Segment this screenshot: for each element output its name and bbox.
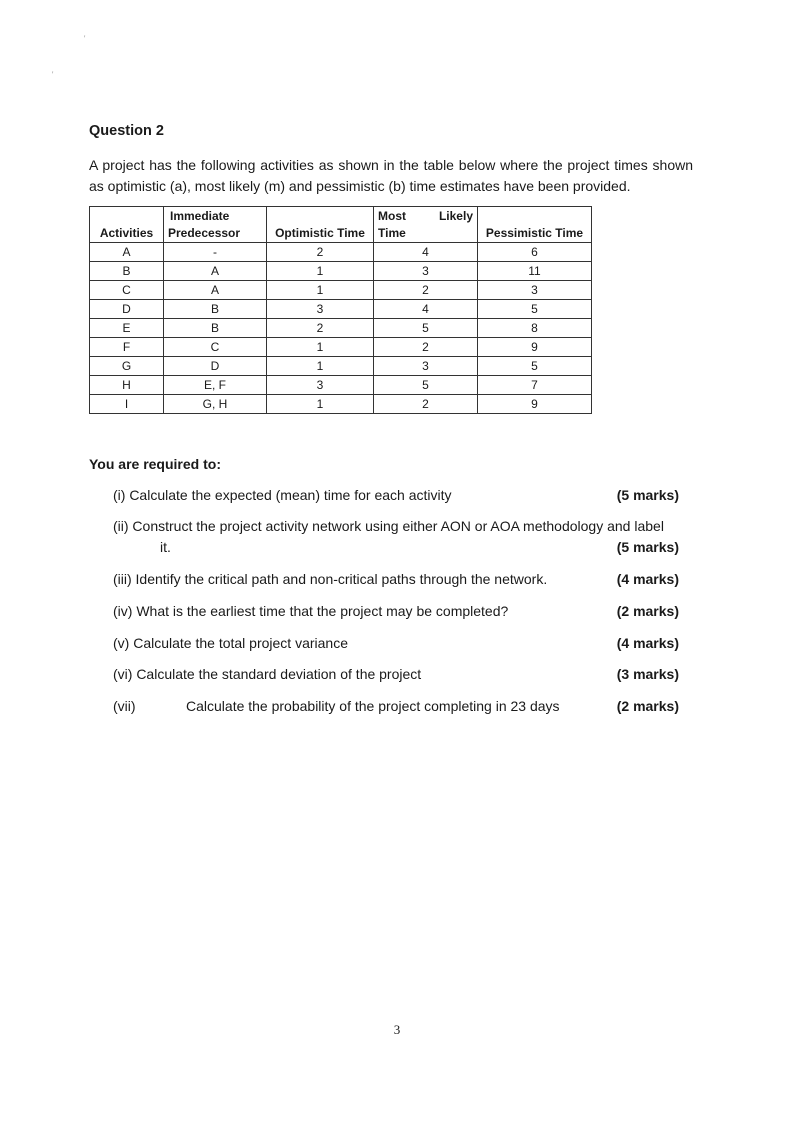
task-item-ii-continuation: it. (5 marks) [160, 537, 679, 558]
marks-label: (4 marks) [616, 571, 679, 587]
cell-most-likely: 2 [374, 338, 478, 357]
task-item-iii: (iii) Identify the critical path and non-critical paths through the network. (4 marks) [113, 569, 679, 590]
cell-optimistic: 3 [267, 300, 374, 319]
table-row [90, 319, 592, 338]
cell-predecessor: D [164, 357, 267, 376]
cell-activity: B [90, 262, 164, 281]
marks-label: (4 marks) [616, 635, 679, 651]
page-number: 3 [393, 1022, 401, 1037]
table-row [90, 376, 592, 395]
cell-most-likely: 3 [374, 262, 478, 281]
marks-label: (2 marks) [616, 698, 679, 714]
task-item-vi: (vi) Calculate the standard deviation of the project (3 marks) [113, 664, 679, 685]
cell-most-likely: 4 [374, 243, 478, 262]
cell-pessimistic: 3 [478, 281, 592, 300]
cell-most-likely: 3 [374, 357, 478, 376]
header-most-likely: Most Likely Time [374, 207, 478, 243]
scan-speck: ' [84, 34, 86, 43]
cell-optimistic: 3 [267, 376, 374, 395]
cell-most-likely: 4 [374, 300, 478, 319]
cell-predecessor: B [164, 300, 267, 319]
table-row [90, 395, 592, 414]
task-item-ii: (ii) Construct the project activity network using either AON or AOA methodology and label [113, 518, 664, 534]
table-row [90, 281, 592, 300]
cell-pessimistic: 9 [478, 338, 592, 357]
task-item-i: (i) Calculate the expected (mean) time for each activity (5 marks) [113, 485, 679, 506]
cell-most-likely: 5 [374, 376, 478, 395]
cell-optimistic: 1 [267, 281, 374, 300]
cell-optimistic: 2 [267, 243, 374, 262]
scan-speck: ' [52, 70, 54, 79]
cell-optimistic: 1 [267, 395, 374, 414]
table-header-row [90, 207, 592, 243]
table-row [90, 262, 592, 281]
cell-activity: C [90, 281, 164, 300]
header-pessimistic: Pessimistic Time [478, 207, 592, 243]
cell-optimistic: 1 [267, 338, 374, 357]
cell-activity: D [90, 300, 164, 319]
cell-activity: I [90, 395, 164, 414]
marks-label: (5 marks) [616, 539, 679, 555]
cell-activity: F [90, 338, 164, 357]
cell-predecessor: A [164, 281, 267, 300]
table-row [90, 300, 592, 319]
cell-predecessor: C [164, 338, 267, 357]
cell-pessimistic: 5 [478, 357, 592, 376]
table-row [90, 357, 592, 376]
cell-optimistic: 1 [267, 262, 374, 281]
table-row [90, 338, 592, 357]
task-item-vii: (vii) Calculate the probability of the project completing in 23 days (2 marks) [113, 696, 679, 717]
cell-most-likely: 2 [374, 395, 478, 414]
cell-activity: G [90, 357, 164, 376]
task-item-v: (v) Calculate the total project variance (4 marks) [113, 633, 679, 654]
cell-pessimistic: 9 [478, 395, 592, 414]
cell-pessimistic: 5 [478, 300, 592, 319]
cell-predecessor: G, H [164, 395, 267, 414]
cell-predecessor: - [164, 243, 267, 262]
marks-label: (2 marks) [616, 603, 679, 619]
cell-pessimistic: 6 [478, 243, 592, 262]
cell-activity: E [90, 319, 164, 338]
cell-predecessor: E, F [164, 376, 267, 395]
required-heading: You are required to: [89, 456, 221, 472]
activity-table [89, 206, 592, 414]
cell-pessimistic: 8 [478, 319, 592, 338]
cell-most-likely: 5 [374, 319, 478, 338]
cell-pessimistic: 11 [478, 262, 592, 281]
cell-activity: H [90, 376, 164, 395]
header-predecessor: Immediate Predecessor [164, 207, 267, 243]
marks-label: (5 marks) [616, 487, 679, 503]
header-optimistic: Optimistic Time [267, 207, 374, 243]
cell-most-likely: 2 [374, 281, 478, 300]
question-heading: Question 2 [89, 123, 164, 139]
cell-activity: A [90, 243, 164, 262]
task-item-iv: (iv) What is the earliest time that the project may be completed? (2 marks) [113, 601, 679, 622]
cell-optimistic: 2 [267, 319, 374, 338]
cell-optimistic: 1 [267, 357, 374, 376]
cell-predecessor: B [164, 319, 267, 338]
table-row [90, 243, 592, 262]
question-intro: A project has the following activities as shown in the table below where the project times shown as optimistic (a), most likely (m) and pessimistic (b) time estimates have been provided. [89, 157, 693, 194]
cell-predecessor: A [164, 262, 267, 281]
cell-pessimistic: 7 [478, 376, 592, 395]
header-activities: Activities [90, 207, 164, 243]
marks-label: (3 marks) [616, 666, 679, 682]
